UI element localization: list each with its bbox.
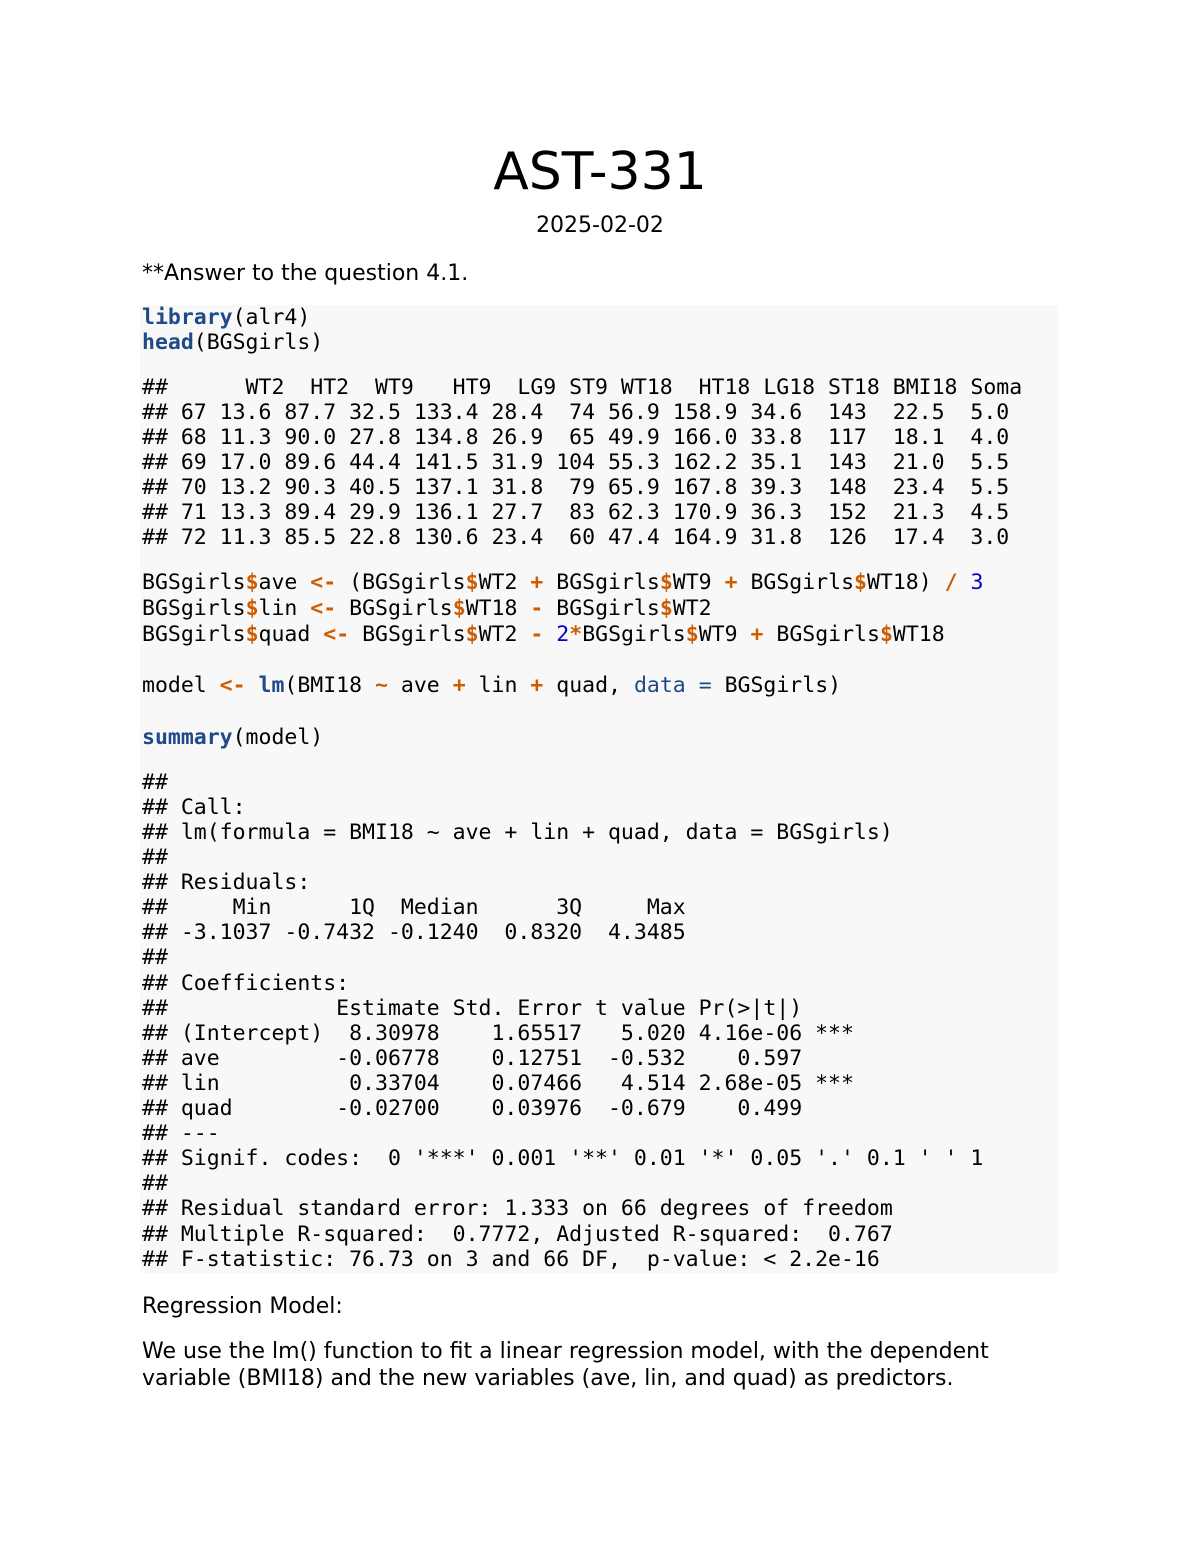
output-line: ## (Intercept) 8.30978 1.65517 5.020 4.16e-06 *** xyxy=(142,1021,854,1046)
operator: + xyxy=(452,673,466,698)
code-text: WT2 xyxy=(672,596,712,621)
code-text: model xyxy=(142,673,220,698)
document-date: 2025-02-02 xyxy=(536,213,664,238)
code-text: (BGSgirls xyxy=(336,570,466,595)
code-line-model xyxy=(142,673,841,698)
output-line: ## 71 13.3 89.4 29.9 136.1 27.7 83 62.3 170.9 36.3 152 21.3 4.5 xyxy=(142,500,1010,525)
operator: $ xyxy=(245,622,259,647)
code-text: ave xyxy=(387,673,453,698)
code-text: (model) xyxy=(232,725,324,750)
answer-intro: **Answer to the question 4.1. xyxy=(142,261,469,286)
code-text: BGSgirls xyxy=(336,596,453,621)
code-text: BGSgirls xyxy=(142,570,246,595)
operator: <- xyxy=(219,673,246,698)
operator: ~ xyxy=(375,673,388,698)
section-heading: Regression Model: xyxy=(142,1294,343,1319)
code-text: WT9 xyxy=(698,622,751,647)
code-line-ave xyxy=(142,570,984,595)
code-line-quad xyxy=(142,622,945,647)
output-line: ## 69 17.0 89.6 44.4 141.5 31.9 104 55.3 162.2 35.1 143 21.0 5.5 xyxy=(142,450,1010,475)
code-text: ave xyxy=(258,570,311,595)
code-text xyxy=(246,673,259,698)
code-text: WT9 xyxy=(672,570,725,595)
operator: <- xyxy=(310,596,337,621)
code-text: (alr4) xyxy=(232,305,311,330)
output-line: ## --- xyxy=(142,1121,220,1146)
output-line: ## 68 11.3 90.0 27.8 134.8 26.9 65 49.9 166.0 33.8 117 18.1 4.0 xyxy=(142,425,1010,450)
output-line: ## WT2 HT2 WT9 HT9 LG9 ST9 WT18 HT18 LG18 ST18 BMI18 Soma xyxy=(142,375,1023,400)
operator: / xyxy=(944,570,958,595)
output-line: ## ave -0.06778 0.12751 -0.532 0.597 xyxy=(142,1046,803,1071)
code-text: WT18 xyxy=(892,622,945,647)
output-line: ## Residuals: xyxy=(142,870,311,895)
output-line: ## xyxy=(142,1171,168,1196)
output-line: ## lin 0.33704 0.07466 4.514 2.68e-05 *** xyxy=(142,1071,854,1096)
operator: + xyxy=(750,622,764,647)
operator: <- xyxy=(310,570,337,595)
description-paragraph: We use the lm() function to fit a linear regression model, with the dependent variable (BMI18) and the new variables (ave, lin, and quad) as predictors. xyxy=(142,1339,989,1391)
function-name: head xyxy=(142,330,194,355)
output-line: ## lm(formula = BMI18 ~ ave + lin + quad, data = BGSgirls) xyxy=(142,820,893,845)
code-text: (BGSgirls) xyxy=(193,330,324,355)
output-line: ## Signif. codes: 0 '***' 0.001 '**' 0.01 '*' 0.05 '.' 0.1 ' ' 1 xyxy=(142,1146,984,1171)
function-name: lm xyxy=(258,673,285,698)
number-literal: 3 xyxy=(970,570,984,595)
code-line-library xyxy=(142,305,310,330)
code-text: BGSgirls) xyxy=(711,673,842,698)
output-line: ## xyxy=(142,770,168,795)
operator: + xyxy=(530,570,544,595)
output-line: ## 70 13.2 90.3 40.5 137.1 31.8 79 65.9 167.8 39.3 148 23.4 5.5 xyxy=(142,475,1010,500)
code-text: BGSgirls xyxy=(543,570,660,595)
operator: $ xyxy=(465,622,479,647)
output-line: ## quad -0.02700 0.03976 -0.679 0.499 xyxy=(142,1096,803,1121)
operator: $ xyxy=(245,596,259,621)
output-line: ## 72 11.3 85.5 22.8 130.6 23.4 60 47.4 164.9 31.8 126 17.4 3.0 xyxy=(142,525,1010,550)
code-text: quad, xyxy=(543,673,634,698)
operator: - xyxy=(530,596,544,621)
code-text: WT18 xyxy=(465,596,531,621)
output-line: ## Coefficients: xyxy=(142,971,350,996)
function-name: library xyxy=(142,305,233,330)
operator: = xyxy=(698,673,712,698)
code-text: WT2 xyxy=(478,622,531,647)
output-line: ## xyxy=(142,945,168,970)
code-text: WT2 xyxy=(478,570,531,595)
output-line: ## Residual standard error: 1.333 on 66 degrees of freedom xyxy=(142,1196,893,1221)
output-line: ## Estimate Std. Error t value Pr(>|t|) xyxy=(142,996,803,1021)
code-text: BGSgirls xyxy=(582,622,686,647)
function-name: summary xyxy=(142,725,233,750)
code-text: lin xyxy=(258,596,311,621)
code-text: BGSgirls xyxy=(763,622,880,647)
document-title: AST-331 xyxy=(493,142,707,202)
operator: $ xyxy=(685,622,699,647)
operator: <- xyxy=(323,622,350,647)
argument-name: data xyxy=(633,673,686,698)
code-text: BGSgirls xyxy=(142,622,246,647)
operator: - xyxy=(530,622,544,647)
code-line-summary xyxy=(142,725,323,750)
code-text xyxy=(686,673,699,698)
code-text: BGSgirls xyxy=(349,622,466,647)
code-text: BGSgirls xyxy=(142,596,246,621)
operator: $ xyxy=(879,622,893,647)
operator: + xyxy=(530,673,544,698)
code-line-lin xyxy=(142,596,712,621)
output-line: ## Min 1Q Median 3Q Max xyxy=(142,895,686,920)
output-line: ## F-statistic: 76.73 on 3 and 66 DF, p-value: < 2.2e-16 xyxy=(142,1247,880,1272)
output-line: ## xyxy=(142,845,168,870)
number-literal: 2 xyxy=(556,622,570,647)
operator: * xyxy=(569,622,583,647)
output-line: ## -3.1037 -0.7432 -0.1240 0.8320 4.3485 xyxy=(142,920,686,945)
output-line: ## 67 13.6 87.7 32.5 133.4 28.4 74 56.9 158.9 34.6 143 22.5 5.0 xyxy=(142,400,1010,425)
code-text xyxy=(958,570,971,595)
operator: $ xyxy=(854,570,867,595)
code-text: (BMI18 xyxy=(284,673,376,698)
operator: $ xyxy=(245,570,259,595)
output-line: ## Call: xyxy=(142,795,246,820)
operator: $ xyxy=(452,596,466,621)
operator: $ xyxy=(659,570,673,595)
code-text: BGSgirls xyxy=(543,596,660,621)
code-text xyxy=(543,622,556,647)
operator: + xyxy=(724,570,738,595)
code-text: quad xyxy=(258,622,324,647)
operator: $ xyxy=(465,570,479,595)
operator: $ xyxy=(659,596,673,621)
code-text: BGSgirls xyxy=(737,570,855,595)
output-line: ## Multiple R-squared: 0.7772, Adjusted R-squared: 0.767 xyxy=(142,1222,893,1247)
code-text: lin xyxy=(465,673,531,698)
code-text: WT18) xyxy=(866,570,945,595)
code-line-head xyxy=(142,330,323,355)
